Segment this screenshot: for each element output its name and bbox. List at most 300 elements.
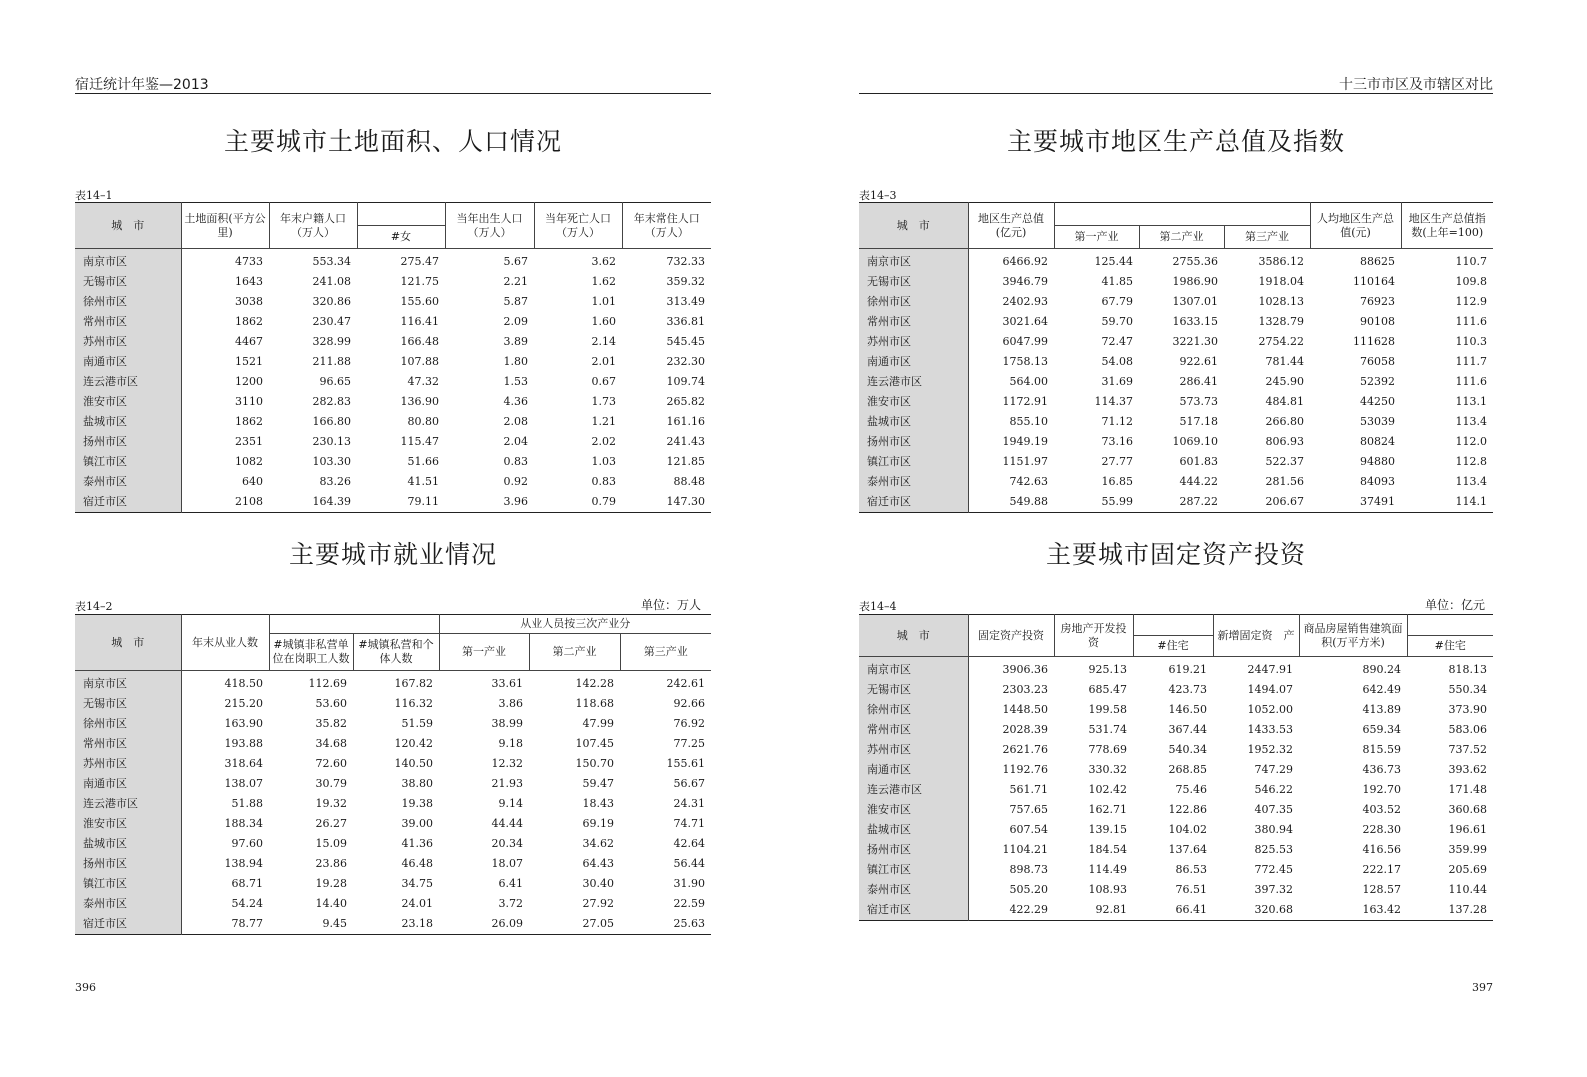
value-cell: 1192.76 xyxy=(1002,763,1048,776)
value-cell: 484.81 xyxy=(1265,395,1305,408)
table3-label: 表14–3 xyxy=(859,189,897,202)
value-cell: 114.1 xyxy=(1455,495,1488,508)
table4-label: 表14–4 xyxy=(859,600,897,613)
gdp-table xyxy=(859,202,1493,513)
value-cell: 155.60 xyxy=(400,295,439,308)
value-cell: 318.64 xyxy=(224,757,263,770)
city-cell: 镇江市区 xyxy=(859,452,968,472)
value-cell: 110.3 xyxy=(1455,335,1488,348)
city-cell: 淮安市区 xyxy=(859,800,968,820)
city-cell: 镇江市区 xyxy=(75,874,181,894)
value-cell: 0.83 xyxy=(591,475,616,488)
value-cell: 561.71 xyxy=(1009,783,1048,796)
table-row xyxy=(75,412,711,432)
value-cell: 241.08 xyxy=(312,275,351,288)
table-row xyxy=(859,900,1493,921)
value-cell: 898.73 xyxy=(1009,863,1048,876)
table-row xyxy=(75,814,711,834)
value-cell: 79.11 xyxy=(407,495,439,508)
table-row xyxy=(859,249,1493,273)
value-cell: 1328.79 xyxy=(1258,315,1305,328)
employment-table xyxy=(75,614,711,935)
city-header: 城 市 xyxy=(859,615,968,657)
table-row xyxy=(859,372,1493,392)
value-cell: 26.09 xyxy=(491,917,523,930)
value-cell: 573.73 xyxy=(1179,395,1218,408)
table-row xyxy=(75,372,711,392)
value-cell: 33.61 xyxy=(491,677,523,690)
city-cell: 泰州市区 xyxy=(859,472,968,492)
table1-title: 主要城市土地面积、人口情况 xyxy=(223,127,562,156)
city-cell: 镇江市区 xyxy=(75,452,181,472)
city-cell: 宿迁市区 xyxy=(75,914,181,935)
city-cell: 徐州市区 xyxy=(859,292,968,312)
value-cell: 72.47 xyxy=(1101,335,1133,348)
value-cell: 550.34 xyxy=(1448,683,1487,696)
value-cell: 41.51 xyxy=(407,475,439,488)
value-cell: 47.99 xyxy=(582,717,614,730)
value-cell: 73.16 xyxy=(1101,435,1133,448)
value-cell: 659.34 xyxy=(1362,723,1401,736)
value-cell: 113.4 xyxy=(1455,415,1488,428)
value-cell: 825.53 xyxy=(1254,843,1293,856)
gdp-header: 地区生产总值(亿元) xyxy=(968,203,1054,249)
city-cell: 无锡市区 xyxy=(75,272,181,292)
value-cell: 1151.97 xyxy=(1002,455,1048,468)
value-cell: 3906.36 xyxy=(1002,663,1048,676)
value-cell: 1862 xyxy=(235,315,263,328)
value-cell: 166.48 xyxy=(400,335,439,348)
value-cell: 192.70 xyxy=(1362,783,1401,796)
value-cell: 55.99 xyxy=(1101,495,1133,508)
value-cell: 114.37 xyxy=(1094,395,1133,408)
value-cell: 111.7 xyxy=(1455,355,1488,368)
city-cell: 徐州市区 xyxy=(75,292,181,312)
value-cell: 163.90 xyxy=(224,717,263,730)
table-row xyxy=(75,714,711,734)
value-cell: 111.6 xyxy=(1455,315,1488,328)
city-cell: 苏州市区 xyxy=(75,754,181,774)
value-cell: 1494.07 xyxy=(1247,683,1293,696)
value-cell: 268.85 xyxy=(1168,763,1207,776)
value-cell: 732.33 xyxy=(666,255,705,268)
city-cell: 苏州市区 xyxy=(859,740,968,760)
table-row xyxy=(859,860,1493,880)
value-cell: 74.71 xyxy=(673,817,706,830)
value-cell: 20.34 xyxy=(491,837,523,850)
value-cell: 1433.53 xyxy=(1247,723,1293,736)
value-cell: 113.1 xyxy=(1455,395,1488,408)
value-cell: 818.13 xyxy=(1448,663,1487,676)
city-cell: 盐城市区 xyxy=(859,412,968,432)
value-cell: 2754.22 xyxy=(1258,335,1305,348)
value-cell: 116.32 xyxy=(394,697,433,710)
value-cell: 0.79 xyxy=(591,495,616,508)
value-cell: 1448.50 xyxy=(1002,703,1048,716)
value-cell: 601.83 xyxy=(1179,455,1218,468)
table2-unit: 单位：万人 xyxy=(640,598,701,612)
value-cell: 367.44 xyxy=(1168,723,1207,736)
table-row xyxy=(859,312,1493,332)
value-cell: 1.03 xyxy=(591,455,616,468)
land-population-table xyxy=(75,202,711,513)
value-cell: 282.83 xyxy=(312,395,351,408)
value-cell: 206.67 xyxy=(1265,495,1305,508)
residential-header: #住宅 xyxy=(1133,636,1213,657)
value-cell: 1986.90 xyxy=(1172,275,1218,288)
value-cell: 1949.19 xyxy=(1002,435,1048,448)
value-cell: 9.14 xyxy=(498,797,523,810)
value-cell: 14.40 xyxy=(315,897,347,910)
value-cell: 522.37 xyxy=(1265,455,1305,468)
value-cell: 2028.39 xyxy=(1002,723,1048,736)
value-cell: 30.40 xyxy=(582,877,614,890)
value-cell: 138.07 xyxy=(224,777,263,790)
sales-area-header: 商品房屋销售建筑面积(万平方米) xyxy=(1299,615,1407,657)
value-cell: 545.45 xyxy=(666,335,705,348)
table-row xyxy=(75,312,711,332)
value-cell: 1.53 xyxy=(503,375,528,388)
value-cell: 12.32 xyxy=(491,757,523,770)
value-cell: 84093 xyxy=(1360,475,1396,488)
city-cell: 常州市区 xyxy=(75,734,181,754)
value-cell: 184.54 xyxy=(1088,843,1127,856)
city-cell: 南京市区 xyxy=(859,249,968,273)
value-cell: 757.65 xyxy=(1009,803,1048,816)
value-cell: 136.90 xyxy=(400,395,439,408)
table-row xyxy=(859,392,1493,412)
city-cell: 扬州市区 xyxy=(859,432,968,452)
value-cell: 23.18 xyxy=(401,917,433,930)
city-cell: 淮安市区 xyxy=(859,392,968,412)
hukou-span-cell xyxy=(357,203,445,226)
value-cell: 1069.10 xyxy=(1172,435,1218,448)
value-cell: 110.7 xyxy=(1455,255,1488,268)
value-cell: 0.83 xyxy=(503,455,528,468)
value-cell: 922.61 xyxy=(1179,355,1218,368)
value-cell: 265.82 xyxy=(666,395,705,408)
value-cell: 320.68 xyxy=(1254,903,1293,916)
value-cell: 19.28 xyxy=(315,877,347,890)
value-cell: 76923 xyxy=(1360,295,1396,308)
value-cell: 56.44 xyxy=(673,857,706,870)
value-cell: 685.47 xyxy=(1088,683,1127,696)
value-cell: 46.48 xyxy=(401,857,433,870)
value-cell: 546.22 xyxy=(1254,783,1293,796)
value-cell: 531.74 xyxy=(1088,723,1127,736)
value-cell: 373.90 xyxy=(1448,703,1487,716)
value-cell: 155.61 xyxy=(666,757,706,770)
new-assets-header: 新增固定资 产 xyxy=(1213,615,1299,657)
value-cell: 15.09 xyxy=(315,837,347,850)
value-cell: 120.42 xyxy=(394,737,433,750)
table-row xyxy=(75,332,711,352)
value-cell: 150.70 xyxy=(575,757,614,770)
real-estate-span-cell xyxy=(1133,615,1213,636)
table-row xyxy=(859,720,1493,740)
city-cell: 盐城市区 xyxy=(75,834,181,854)
value-cell: 64.43 xyxy=(582,857,614,870)
value-cell: 444.22 xyxy=(1179,475,1218,488)
city-cell: 无锡市区 xyxy=(75,694,181,714)
female-header: #女 xyxy=(357,226,445,249)
value-cell: 78.77 xyxy=(231,917,263,930)
value-cell: 27.92 xyxy=(582,897,614,910)
value-cell: 436.73 xyxy=(1362,763,1401,776)
value-cell: 92.66 xyxy=(673,697,706,710)
value-cell: 890.24 xyxy=(1362,663,1401,676)
value-cell: 68.71 xyxy=(231,877,263,890)
value-cell: 25.63 xyxy=(673,917,706,930)
running-header-left: 宿迁统计年鉴—2013 xyxy=(75,77,209,93)
value-cell: 222.17 xyxy=(1362,863,1401,876)
value-cell: 112.8 xyxy=(1455,455,1488,468)
value-cell: 51.66 xyxy=(407,455,439,468)
value-cell: 3221.30 xyxy=(1172,335,1218,348)
table-row xyxy=(75,774,711,794)
value-cell: 44250 xyxy=(1360,395,1396,408)
value-cell: 360.68 xyxy=(1448,803,1487,816)
city-cell: 常州市区 xyxy=(859,312,968,332)
value-cell: 21.93 xyxy=(491,777,523,790)
table-row xyxy=(75,734,711,754)
value-cell: 737.52 xyxy=(1448,743,1487,756)
value-cell: 121.75 xyxy=(400,275,439,288)
employed-header: 年末从业人数 xyxy=(181,615,269,671)
city-cell: 淮安市区 xyxy=(75,814,181,834)
value-cell: 110164 xyxy=(1353,275,1396,288)
city-cell: 连云港市区 xyxy=(75,372,181,392)
value-cell: 80.80 xyxy=(407,415,439,428)
city-cell: 连云港市区 xyxy=(75,794,181,814)
resident-header: 年末常住人口（万人） xyxy=(622,203,711,249)
value-cell: 163.42 xyxy=(1362,903,1401,916)
value-cell: 2.04 xyxy=(503,435,528,448)
value-cell: 330.32 xyxy=(1088,763,1127,776)
table2-title: 主要城市就业情况 xyxy=(288,540,497,569)
table-row xyxy=(75,249,711,273)
value-cell: 109.8 xyxy=(1455,275,1488,288)
value-cell: 1200 xyxy=(235,375,263,388)
value-cell: 111.6 xyxy=(1455,375,1488,388)
value-cell: 53039 xyxy=(1360,415,1396,428)
table-row xyxy=(75,894,711,914)
value-cell: 88.48 xyxy=(673,475,705,488)
value-cell: 51.88 xyxy=(231,797,263,810)
value-cell: 27.05 xyxy=(582,917,614,930)
value-cell: 2.21 xyxy=(503,275,528,288)
value-cell: 1.01 xyxy=(591,295,616,308)
city-cell: 宿迁市区 xyxy=(859,900,968,921)
value-cell: 19.38 xyxy=(401,797,433,810)
value-cell: 54.24 xyxy=(231,897,263,910)
city-cell: 盐城市区 xyxy=(859,820,968,840)
city-cell: 泰州市区 xyxy=(75,472,181,492)
city-cell: 扬州市区 xyxy=(859,840,968,860)
page-number-left: 396 xyxy=(75,981,96,994)
table2-label: 表14–2 xyxy=(75,600,113,613)
value-cell: 2351 xyxy=(235,435,263,448)
value-cell: 3021.64 xyxy=(1002,315,1048,328)
primary-header: 第一产业 xyxy=(1054,226,1139,249)
table-row xyxy=(75,352,711,372)
table-row xyxy=(75,292,711,312)
city-cell: 徐州市区 xyxy=(75,714,181,734)
value-cell: 109.74 xyxy=(666,375,705,388)
per-capita-header: 人均地区生产总值(元) xyxy=(1310,203,1401,249)
city-cell: 南通市区 xyxy=(75,352,181,372)
value-cell: 540.34 xyxy=(1168,743,1207,756)
value-cell: 422.29 xyxy=(1009,903,1048,916)
table-row xyxy=(75,432,711,452)
value-cell: 102.42 xyxy=(1088,783,1127,796)
value-cell: 320.86 xyxy=(312,295,351,308)
value-cell: 4.36 xyxy=(503,395,528,408)
table-row xyxy=(75,694,711,714)
value-cell: 67.79 xyxy=(1101,295,1133,308)
table-row xyxy=(859,272,1493,292)
value-cell: 54.08 xyxy=(1101,355,1133,368)
value-cell: 44.44 xyxy=(491,817,523,830)
value-cell: 2.02 xyxy=(591,435,616,448)
value-cell: 232.30 xyxy=(666,355,705,368)
value-cell: 583.06 xyxy=(1448,723,1487,736)
table-row xyxy=(859,492,1493,513)
table-row xyxy=(75,492,711,513)
value-cell: 2447.91 xyxy=(1247,663,1293,676)
value-cell: 215.20 xyxy=(224,697,263,710)
value-cell: 241.43 xyxy=(666,435,705,448)
city-cell: 泰州市区 xyxy=(75,894,181,914)
value-cell: 113.4 xyxy=(1455,475,1488,488)
value-cell: 3110 xyxy=(235,395,263,408)
city-header: 城 市 xyxy=(75,615,181,671)
by-industry-header: 从业人员按三次产业分 xyxy=(439,615,711,634)
value-cell: 3586.12 xyxy=(1258,255,1305,268)
value-cell: 138.94 xyxy=(224,857,263,870)
secondary-header: 第二产业 xyxy=(1139,226,1224,249)
area-header: 土地面积(平方公里) xyxy=(181,203,269,249)
value-cell: 41.36 xyxy=(401,837,433,850)
value-cell: 407.35 xyxy=(1254,803,1293,816)
primary-header: 第一产业 xyxy=(439,634,529,671)
table-row xyxy=(859,292,1493,312)
deaths-header: 当年死亡人口（万人） xyxy=(534,203,622,249)
value-cell: 31.69 xyxy=(1101,375,1133,388)
value-cell: 110.44 xyxy=(1448,883,1487,896)
value-cell: 3.62 xyxy=(591,255,616,268)
value-cell: 0.92 xyxy=(503,475,528,488)
value-cell: 1521 xyxy=(235,355,263,368)
value-cell: 9.45 xyxy=(322,917,347,930)
value-cell: 1172.91 xyxy=(1002,395,1048,408)
value-cell: 778.69 xyxy=(1088,743,1127,756)
table-row xyxy=(859,840,1493,860)
value-cell: 517.18 xyxy=(1179,415,1218,428)
tertiary-header: 第三产业 xyxy=(1224,226,1310,249)
nonprivate-span-cell xyxy=(269,615,353,634)
city-cell: 南京市区 xyxy=(75,671,181,695)
table-row xyxy=(75,914,711,935)
value-cell: 42.64 xyxy=(673,837,706,850)
value-cell: 188.34 xyxy=(224,817,263,830)
table-row xyxy=(75,272,711,292)
city-cell: 连云港市区 xyxy=(859,780,968,800)
value-cell: 18.07 xyxy=(491,857,523,870)
value-cell: 3.89 xyxy=(503,335,528,348)
value-cell: 38.99 xyxy=(491,717,523,730)
value-cell: 642.49 xyxy=(1362,683,1401,696)
value-cell: 245.90 xyxy=(1265,375,1305,388)
value-cell: 1.73 xyxy=(591,395,616,408)
table-row xyxy=(859,332,1493,352)
value-cell: 2108 xyxy=(235,495,263,508)
value-cell: 196.61 xyxy=(1448,823,1487,836)
value-cell: 564.00 xyxy=(1009,375,1048,388)
value-cell: 2.08 xyxy=(503,415,528,428)
value-cell: 9.18 xyxy=(498,737,523,750)
value-cell: 781.44 xyxy=(1265,355,1305,368)
value-cell: 1918.04 xyxy=(1258,275,1305,288)
value-cell: 116.41 xyxy=(400,315,439,328)
value-cell: 16.85 xyxy=(1101,475,1133,488)
table-row xyxy=(75,754,711,774)
value-cell: 359.32 xyxy=(666,275,705,288)
city-cell: 常州市区 xyxy=(859,720,968,740)
value-cell: 53.60 xyxy=(315,697,347,710)
value-cell: 336.81 xyxy=(666,315,705,328)
hukou-header: 年末户籍人口（万人） xyxy=(269,203,357,249)
value-cell: 416.56 xyxy=(1362,843,1401,856)
value-cell: 747.29 xyxy=(1254,763,1293,776)
value-cell: 59.70 xyxy=(1101,315,1133,328)
value-cell: 230.13 xyxy=(312,435,351,448)
value-cell: 393.62 xyxy=(1448,763,1487,776)
value-cell: 76.92 xyxy=(673,717,706,730)
value-cell: 22.59 xyxy=(673,897,706,910)
city-cell: 淮安市区 xyxy=(75,392,181,412)
fai-header: 固定资产投资 xyxy=(968,615,1054,657)
table-row xyxy=(859,820,1493,840)
city-cell: 南通市区 xyxy=(75,774,181,794)
value-cell: 1.21 xyxy=(591,415,616,428)
value-cell: 1758.13 xyxy=(1002,355,1048,368)
sales-span-cell xyxy=(1407,615,1493,636)
table-row xyxy=(75,854,711,874)
value-cell: 162.71 xyxy=(1088,803,1127,816)
value-cell: 211.88 xyxy=(312,355,351,368)
table4-title: 主要城市固定资产投资 xyxy=(1045,540,1306,569)
value-cell: 1.60 xyxy=(591,315,616,328)
value-cell: 328.99 xyxy=(312,335,351,348)
value-cell: 76058 xyxy=(1360,355,1396,368)
value-cell: 3.96 xyxy=(503,495,528,508)
header-rule-left xyxy=(75,93,711,94)
value-cell: 76.51 xyxy=(1175,883,1207,896)
city-cell: 南京市区 xyxy=(859,657,968,681)
table-row xyxy=(859,880,1493,900)
value-cell: 139.15 xyxy=(1088,823,1127,836)
secondary-header: 第二产业 xyxy=(529,634,620,671)
value-cell: 287.22 xyxy=(1179,495,1218,508)
value-cell: 1052.00 xyxy=(1247,703,1293,716)
value-cell: 66.41 xyxy=(1175,903,1207,916)
table-row xyxy=(859,432,1493,452)
value-cell: 2.01 xyxy=(591,355,616,368)
value-cell: 228.30 xyxy=(1362,823,1401,836)
value-cell: 26.27 xyxy=(315,817,347,830)
value-cell: 71.12 xyxy=(1101,415,1133,428)
